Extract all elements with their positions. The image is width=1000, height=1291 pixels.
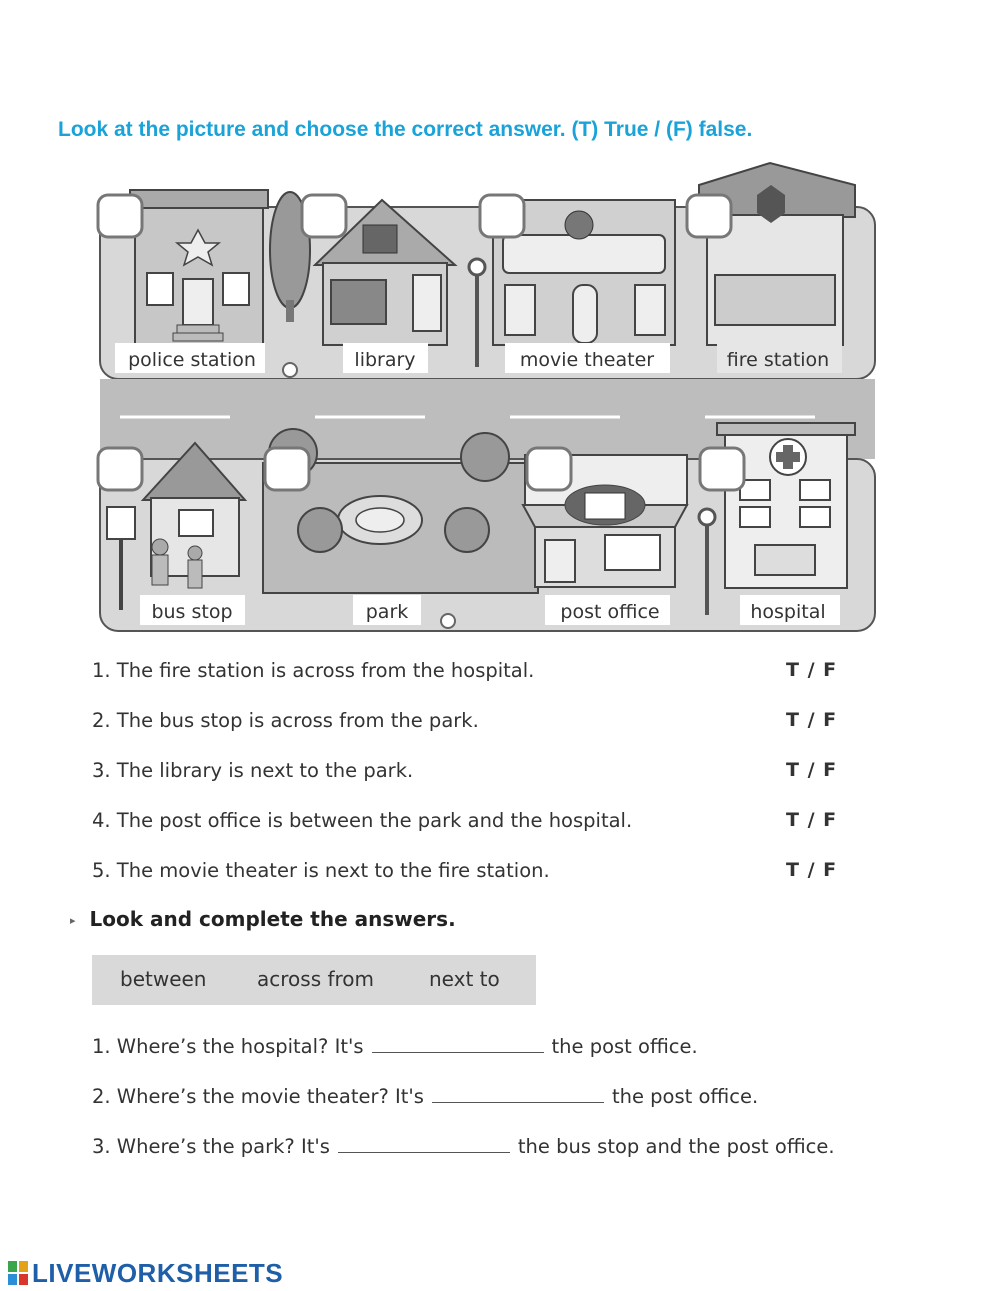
bullet-icon: ▸ bbox=[70, 914, 76, 927]
fill-question-2 bbox=[92, 1084, 758, 1108]
town-map bbox=[95, 155, 885, 640]
fill-blank-3[interactable] bbox=[338, 1134, 510, 1153]
tf-question-4: 4. The post office is between the park and the hospital. bbox=[92, 809, 633, 832]
answer-box-park[interactable] bbox=[265, 448, 309, 490]
fill-question-3 bbox=[92, 1134, 835, 1158]
label-library: library bbox=[354, 349, 416, 371]
section2-heading-text: Look and complete the answers. bbox=[89, 907, 456, 931]
fill-blank-1[interactable] bbox=[372, 1034, 544, 1053]
tf-choice-5[interactable]: T / F bbox=[786, 859, 838, 881]
label-fire-station: fire station bbox=[726, 349, 830, 371]
tf-choice-2[interactable]: T / F bbox=[786, 709, 838, 731]
answer-box-hospital[interactable] bbox=[700, 448, 744, 490]
label-police-station: police station bbox=[128, 349, 256, 371]
fill-question-3-after: the bus stop and the post office. bbox=[517, 1135, 835, 1158]
fill-question-2-before: 2. Where’s the movie theater? It's bbox=[92, 1085, 424, 1108]
word-bank-item: across from bbox=[257, 967, 375, 991]
tf-question-3: 3. The library is next to the park. bbox=[92, 759, 414, 782]
answer-box-library[interactable] bbox=[302, 195, 346, 237]
fill-question-1-after: the post office. bbox=[551, 1035, 698, 1058]
tf-question-5: 5. The movie theater is next to the fire station. bbox=[92, 859, 550, 882]
label-bus-stop: bus stop bbox=[151, 601, 233, 623]
police-station-building bbox=[130, 190, 268, 345]
tf-question-1: 1. The fire station is across from the hospital. bbox=[92, 659, 535, 682]
fire-station-building bbox=[699, 163, 855, 345]
label-post-office: post office bbox=[560, 601, 660, 623]
label-hospital: hospital bbox=[750, 601, 826, 623]
logo-text: LIVEWORKSHEETS bbox=[32, 1258, 284, 1288]
word-bank-item: between bbox=[120, 967, 207, 991]
fill-question-1 bbox=[92, 1034, 698, 1058]
answer-box-movie-theater[interactable] bbox=[480, 195, 524, 237]
fill-question-3-before: 3. Where’s the park? It's bbox=[92, 1135, 330, 1158]
liveworksheets-logo bbox=[8, 1258, 283, 1289]
answer-box-police-station[interactable] bbox=[98, 195, 142, 237]
answer-box-post-office[interactable] bbox=[527, 448, 571, 490]
fill-blank-2[interactable] bbox=[432, 1084, 604, 1103]
answer-box-fire-station[interactable] bbox=[687, 195, 731, 237]
tf-choice-1[interactable]: T / F bbox=[786, 659, 838, 681]
tf-choice-4[interactable]: T / F bbox=[786, 809, 838, 831]
instruction-title: Look at the picture and choose the correct answer. (T) True / (F) false. bbox=[58, 118, 753, 141]
label-movie-theater: movie theater bbox=[519, 349, 655, 371]
label-park: park bbox=[365, 601, 409, 623]
section2-heading bbox=[70, 907, 456, 931]
answer-box-bus-stop[interactable] bbox=[98, 448, 142, 490]
word-bank-item: next to bbox=[429, 967, 500, 991]
fill-question-1-before: 1. Where’s the hospital? It's bbox=[92, 1035, 364, 1058]
liveworksheets-logo-icon bbox=[8, 1261, 30, 1285]
fill-question-2-after: the post office. bbox=[611, 1085, 759, 1108]
tf-choice-3[interactable]: T / F bbox=[786, 759, 838, 781]
tf-question-2: 2. The bus stop is across from the park. bbox=[92, 709, 479, 732]
word-bank bbox=[92, 955, 536, 1005]
